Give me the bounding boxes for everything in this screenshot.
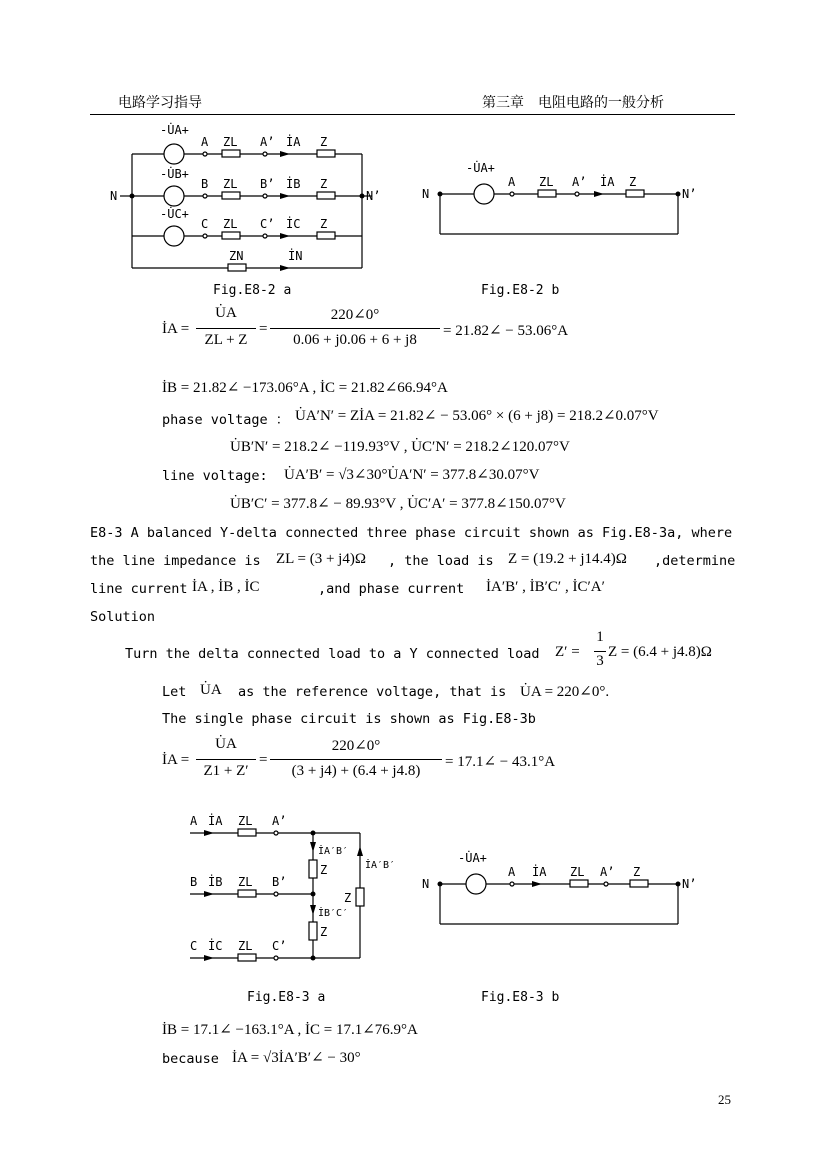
fig-e8-3b-diagram [420, 840, 710, 935]
iab2-label: İA′B′ [365, 860, 396, 871]
problem-line-currents: İA , İB , İC [192, 579, 260, 595]
zl-label: ZL [570, 865, 585, 879]
ib-ic-line: İB = 21.82∠ −173.06°A , İC = 21.82∠66.94°A [162, 380, 448, 396]
phase-voltage-label: phase voltage ： [162, 412, 290, 428]
problem-line3-a: line current [90, 581, 188, 597]
eq1-frac-line-right [270, 328, 440, 329]
turn-den: 3 [596, 653, 604, 669]
fig-e8-2a-caption: Fig.E8-2 a [213, 283, 292, 298]
node-ap-label: A’ [600, 865, 615, 879]
node-b-label: B [190, 875, 198, 889]
n-right-label: N’ [682, 187, 697, 201]
zl-c-label: ZL [238, 939, 253, 953]
ia-label: İA [600, 175, 615, 189]
ib-label: İB [286, 177, 301, 191]
zl-a-label: ZL [223, 135, 238, 149]
ib-ic-line2: İB = 17.1∠ −163.1°A , İC = 17.1∠76.9°A [162, 1022, 418, 1038]
turn-text: Turn the delta connected load to a Y connected load [125, 646, 540, 662]
eq2-equals: = [259, 752, 268, 768]
eq1-num-right: 220∠0° [330, 307, 380, 323]
z-c-label: Z [320, 217, 328, 231]
n-left-label: N [422, 877, 430, 891]
z1-label: Z [320, 863, 328, 877]
n-left-label: N [110, 189, 118, 203]
zl-b-label: ZL [223, 177, 238, 191]
src-a-label: -U̇A+ [466, 161, 495, 175]
eq1-frac-line-left [196, 328, 256, 329]
eq2-frac-line-right [270, 759, 442, 760]
n-right-label: N’ [682, 877, 697, 891]
eq2-num-right: 220∠0° [331, 738, 381, 754]
solution-label: Solution [90, 609, 156, 625]
z3-label: Z [344, 891, 352, 905]
problem-line1: E8-3 A balanced Y-delta connected three phase circuit shown as Fig.E8-3a, where [90, 525, 733, 541]
problem-line2-b: , the load is [388, 553, 494, 569]
phase-voltage-eq2: U̇B′N′ = 218.2∠ −119.93°V , U̇C′N′ = 218.2∠120.07°V [230, 439, 570, 455]
ic-label: İC [208, 939, 223, 953]
node-bp-label: B’ [260, 177, 275, 191]
because-eq: İA = √3İA′B′∠ − 30° [232, 1050, 361, 1066]
node-c-label: C [201, 217, 209, 231]
ia-label: İA [208, 814, 223, 828]
zl-a-label: ZL [238, 814, 253, 828]
turn-num: 1 [596, 629, 604, 645]
n-right-label: N’ [366, 189, 381, 203]
node-a-label: A [201, 135, 209, 149]
line-voltage-eq2: U̇B′C′ = 377.8∠ − 89.93°V , U̇C′A′ = 377.8∠150.07°V [230, 496, 566, 512]
single-phase-line: The single phase circuit is shown as Fig.E8-3b [162, 711, 536, 727]
eq2-lhs: İA = [162, 752, 190, 768]
fig-e8-3a-diagram [180, 808, 396, 970]
ia-label: İA [532, 865, 547, 879]
problem-phase-currents: İA′B′ , İB′C′ , İC′A′ [486, 579, 605, 595]
ibc-label: İB′C′ [318, 908, 349, 919]
let-ua: U̇A [200, 682, 222, 698]
node-ap-label: A’ [572, 175, 587, 189]
node-b-label: B [201, 177, 209, 191]
z2-label: Z [320, 925, 328, 939]
eq2-frac-line-left [196, 759, 256, 760]
node-ap-label: A’ [260, 135, 275, 149]
src-a-label: -U̇A+ [160, 123, 189, 137]
src-a-label: -U̇A+ [458, 851, 487, 865]
fig-e8-2b-caption: Fig.E8-2 b [481, 283, 560, 298]
eq1-num-left: U̇A [215, 305, 237, 321]
n-left-label: N [422, 187, 430, 201]
ib-label: İB [208, 875, 223, 889]
zl-label: ZL [539, 175, 554, 189]
node-a-label: A [508, 865, 516, 879]
iab-label: İA′B′ [318, 846, 349, 857]
line-voltage-label: line voltage: [162, 468, 268, 484]
eq2-den-right: (3 + j4) + (6.4 + j4.8) [291, 763, 421, 779]
eq2-den-left: Z1 + Z′ [203, 763, 249, 779]
src-b-label: -U̇B+ [160, 167, 189, 181]
phase-voltage-eq: U̇A′N′ = ZİA = 21.82∠ − 53.06° × (6 + j8) = 218.2∠0.07°V [295, 408, 659, 424]
ia-label: İA [286, 135, 301, 149]
page-number: 25 [718, 1092, 731, 1107]
node-cp-label: C’ [260, 217, 275, 231]
z-label: Z [629, 175, 637, 189]
let-eq: U̇A = 220∠0°. [520, 684, 610, 700]
fig-e8-2b-diagram [420, 150, 710, 245]
z-label: Z [633, 865, 641, 879]
node-ap-label: A’ [272, 814, 287, 828]
node-cp-label: C’ [272, 939, 287, 953]
eq1-den-right: 0.06 + j0.06 + 6 + j8 [293, 332, 417, 348]
eq2-result: = 17.1∠ − 43.1°A [445, 754, 556, 770]
node-a-label: A [190, 814, 198, 828]
eq1-equals: = [259, 321, 268, 337]
fig-e8-2a-diagram [110, 118, 380, 278]
turn-rhs: Z = (6.4 + j4.8)Ω [608, 644, 712, 660]
src-c-label: -U̇C+ [160, 207, 189, 221]
problem-line3-b: ,and phase current [318, 581, 465, 597]
eq1-den-left: ZL + Z [204, 332, 248, 348]
node-bp-label: B’ [272, 875, 287, 889]
eq1-lhs: İA = [162, 321, 190, 337]
let-b: as the reference voltage, that is [238, 684, 507, 700]
turn-frac-line [594, 651, 606, 652]
zl-c-label: ZL [223, 217, 238, 231]
let-a: Let [162, 684, 187, 700]
eq1-result: = 21.82∠ − 53.06°A [443, 323, 569, 339]
z-b-label: Z [320, 177, 328, 191]
node-a-label: A [508, 175, 516, 189]
fig-e8-3b-caption: Fig.E8-3 b [481, 990, 560, 1005]
turn-lhs: Z′ = [555, 644, 580, 660]
because-label: because [162, 1051, 219, 1067]
ic-label: İC [286, 217, 301, 231]
header-rule [90, 114, 735, 115]
fig-e8-3a-caption: Fig.E8-3 a [247, 990, 326, 1005]
zn-label: ZN [229, 249, 244, 263]
zl-b-label: ZL [238, 875, 253, 889]
in-label: İN [288, 249, 303, 263]
header-left: 电路学习指导 [118, 95, 202, 111]
z-a-label: Z [320, 135, 328, 149]
node-c-label: C [190, 939, 198, 953]
problem-z: Z = (19.2 + j14.4)Ω [508, 551, 627, 567]
eq2-num-left: U̇A [215, 736, 237, 752]
problem-line2-a: the line impedance is [90, 553, 261, 569]
problem-line2-c: ,determine [654, 553, 736, 569]
line-voltage-eq: U̇A′B′ = √3∠30°U̇A′N′ = 377.8∠30.07°V [284, 467, 540, 483]
header-right: 第三章 电阻电路的一般分析 [482, 95, 664, 111]
problem-zl: ZL = (3 + j4)Ω [276, 551, 366, 567]
